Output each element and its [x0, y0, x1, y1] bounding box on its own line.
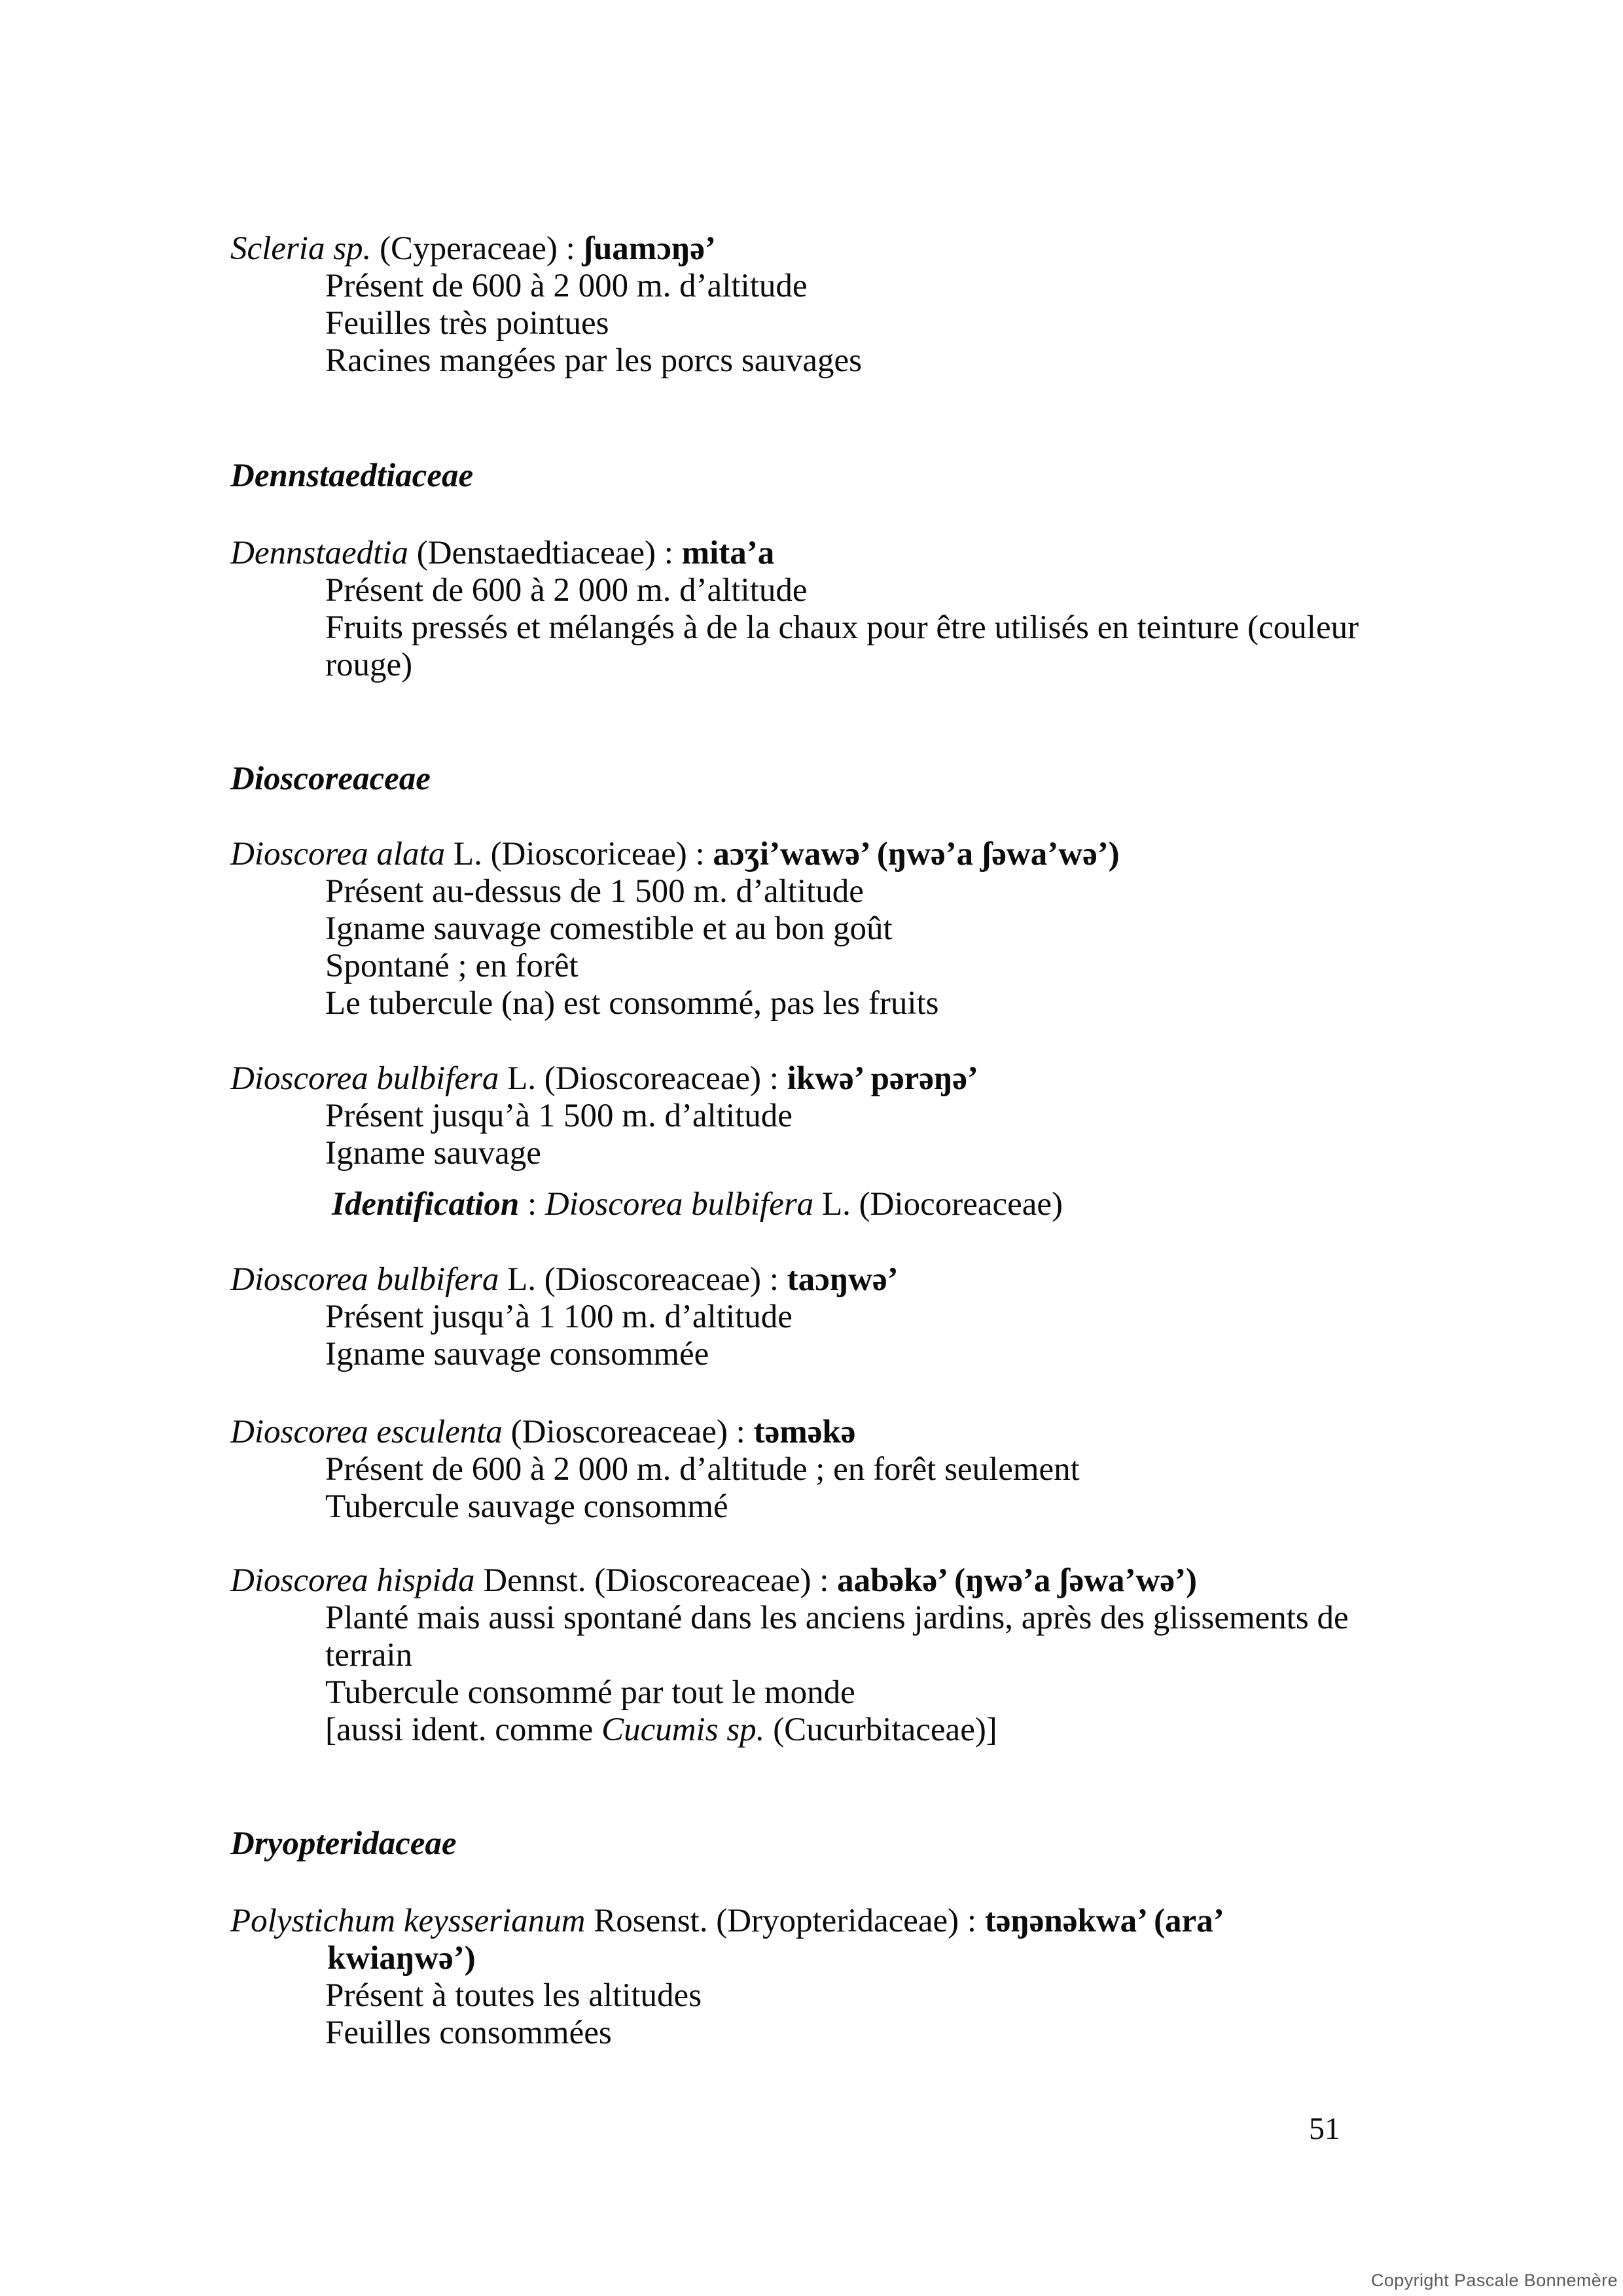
separator: :: [519, 1186, 545, 1223]
vernacular-name: təməkə: [753, 1414, 856, 1450]
species-name: Cucumis sp.: [601, 1712, 765, 1748]
family-reference: Rosenst. (Dryopteridaceae) :: [585, 1903, 985, 1939]
species-name: Dioscorea esculenta: [230, 1414, 503, 1450]
family-reference: (Cyperaceae) :: [371, 230, 584, 267]
detail-line: Présent de 600 à 2 000 m. d’altitude: [325, 572, 808, 609]
bracket-identification-line: [325, 1712, 997, 1749]
vernacular-name: aabəkə’ (ŋwə’a ʃəwa’wə’): [837, 1562, 1197, 1599]
species-name: Dioscorea bulbifera: [544, 1186, 814, 1223]
bracket-pre: [aussi ident. comme: [325, 1712, 602, 1748]
vernacular-name: ʃuamɔŋə’: [583, 230, 716, 267]
detail-line: terrain: [325, 1637, 413, 1674]
species-name: Dioscorea alata: [230, 836, 446, 872]
entry-head-polystichum: [230, 1903, 1224, 1940]
entry-head-scleria: [230, 230, 716, 268]
entry-head-dioscorea-bulbifera-2: [230, 1261, 899, 1299]
bracket-post: (Cucurbitaceae)]: [764, 1712, 997, 1748]
detail-line: Igname sauvage consommée: [325, 1336, 709, 1372]
family-reference: L. (Dioscoriceae) :: [445, 836, 713, 872]
family-heading-dioscoreaceae: Dioscoreaceae: [230, 761, 431, 797]
vernacular-name-continued: kwiaŋwə’): [327, 1940, 476, 1977]
entry-head-dennstaedtia: [230, 535, 774, 572]
entry-head-dioscorea-esculenta: [230, 1414, 855, 1451]
detail-line: Feuilles très pointues: [325, 305, 609, 342]
entry-head-dioscorea-bulbifera-1: [230, 1060, 978, 1098]
species-name: Dioscorea bulbifera: [230, 1060, 499, 1097]
family-reference: (Dioscoreaceae) :: [502, 1414, 754, 1450]
detail-line: Le tubercule (na) est consommé, pas les fruits: [325, 985, 939, 1022]
vernacular-name: ikwə’ pərəŋə’: [787, 1060, 978, 1097]
vernacular-name: təŋənəkwa’ (ara’: [984, 1903, 1224, 1939]
species-name: Dioscorea hispida: [230, 1562, 475, 1599]
identification-line: [332, 1186, 1063, 1223]
species-name: Dennstaedtia: [230, 535, 408, 571]
family-reference: L. (Dioscoreaceae) :: [499, 1060, 787, 1097]
detail-line: rouge): [325, 647, 413, 683]
family-reference: (Denstaedtiaceae) :: [408, 535, 682, 571]
detail-line: Présent jusqu’à 1 100 m. d’altitude: [325, 1299, 793, 1335]
copyright-watermark: Copyright Pascale Bonnemère: [1370, 2270, 1618, 2290]
detail-line: Spontané ; en forêt: [325, 948, 579, 984]
family-reference: Dennst. (Dioscoreaceae) :: [474, 1562, 838, 1599]
page-number: 51: [1309, 2111, 1340, 2146]
detail-line: Racines mangées par les porcs sauvages: [325, 342, 862, 379]
detail-line: Fruits pressés et mélangés à de la chaux pour être utilisés en teinture (couleur: [325, 609, 1359, 646]
detail-line: Tubercule consommé par tout le monde: [325, 1674, 855, 1711]
entry-head-dioscorea-alata: [230, 836, 1120, 873]
species-name: Scleria sp.: [230, 230, 372, 267]
detail-line: Planté mais aussi spontané dans les anciens jardins, après des glissements de: [325, 1600, 1349, 1636]
detail-line: Igname sauvage: [325, 1135, 541, 1172]
vernacular-name: mita’a: [681, 535, 775, 571]
detail-line: Présent au-dessus de 1 500 m. d’altitude: [325, 873, 864, 910]
species-name: Polystichum keysserianum: [230, 1903, 586, 1939]
identification-label: Identification: [332, 1186, 520, 1223]
family-reference: L. (Dioscoreaceae) :: [499, 1261, 787, 1298]
detail-line: Feuilles consommées: [325, 2015, 612, 2051]
entry-head-dioscorea-hispida: [230, 1562, 1197, 1600]
detail-line: Présent à toutes les altitudes: [325, 1977, 702, 2014]
species-name: Dioscorea bulbifera: [230, 1261, 499, 1298]
detail-line: Présent de 600 à 2 000 m. d’altitude ; en forêt seulement: [325, 1451, 1080, 1488]
family-heading-dennstaedtiaceae: Dennstaedtiaceae: [230, 457, 474, 494]
detail-line: Tubercule sauvage consommé: [325, 1488, 728, 1525]
vernacular-name: aɔʒi’wawə’ (ŋwə’a ʃəwa’wə’): [713, 836, 1120, 872]
family-heading-dryopteridaceae: Dryopteridaceae: [230, 1825, 457, 1862]
detail-line: Présent de 600 à 2 000 m. d’altitude: [325, 268, 808, 304]
detail-line: Igname sauvage comestible et au bon goût: [325, 910, 893, 947]
family-reference: L. (Diocoreaceae): [813, 1186, 1063, 1223]
vernacular-name: taɔŋwə’: [787, 1261, 899, 1298]
detail-line: Présent jusqu’à 1 500 m. d’altitude: [325, 1098, 793, 1134]
